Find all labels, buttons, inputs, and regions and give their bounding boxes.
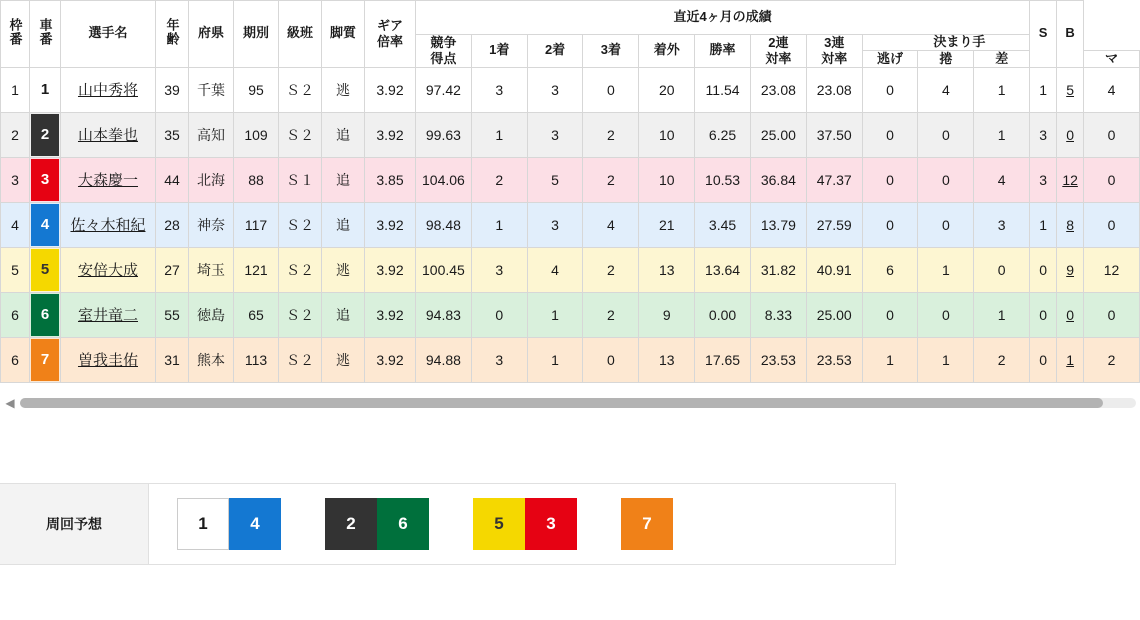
table-row xyxy=(1,337,1140,382)
cell-3chaku: 2 xyxy=(583,292,639,337)
col-chakugai: 着外 xyxy=(639,35,695,68)
scroll-left-arrow-icon[interactable]: ◀ xyxy=(5,395,15,410)
cell-makuri: 1 xyxy=(918,337,974,382)
cell-1chaku: 1 xyxy=(471,112,527,157)
cell-3chaku: 0 xyxy=(583,67,639,112)
cell-3ren: 40.91 xyxy=(806,247,862,292)
cell-shoritsu: 17.65 xyxy=(695,337,751,382)
table-row xyxy=(1,292,1140,337)
col-3ren: 3連 対率 xyxy=(806,35,862,68)
cell-3chaku: 2 xyxy=(583,247,639,292)
cell-ki: 117 xyxy=(234,202,279,247)
cell-shoritsu: 11.54 xyxy=(695,67,751,112)
cell-sha xyxy=(30,112,61,157)
cell-nige: 0 xyxy=(862,67,918,112)
cell-3chaku: 4 xyxy=(583,202,639,247)
cell-kyaku: 追 xyxy=(322,202,365,247)
cell-nige: 0 xyxy=(862,292,918,337)
cell-rider-name xyxy=(61,157,156,202)
rider-number-badge: 5 xyxy=(31,249,59,291)
cell-pref: 高知 xyxy=(189,112,234,157)
cell-kyu: Ｓ１ xyxy=(279,157,322,202)
scrollbar-track[interactable] xyxy=(20,398,1136,408)
cell-3chaku: 2 xyxy=(583,112,639,157)
cell-2ren: 23.53 xyxy=(750,337,806,382)
cell-age: 55 xyxy=(156,292,189,337)
table-body xyxy=(1,67,1140,382)
cell-s xyxy=(1057,67,1084,112)
cell-3chaku: 0 xyxy=(583,337,639,382)
cell-makuri: 0 xyxy=(918,112,974,157)
cell-gear: 3.85 xyxy=(365,157,416,202)
cell-ki: 121 xyxy=(234,247,279,292)
cell-waku: 4 xyxy=(1,202,30,247)
cell-rider-name xyxy=(61,247,156,292)
s-value: 0 xyxy=(1066,126,1074,143)
cell-pref: 千葉 xyxy=(189,67,234,112)
cell-waku: 2 xyxy=(1,112,30,157)
table-row xyxy=(1,202,1140,247)
cell-s xyxy=(1057,112,1084,157)
cell-gear: 3.92 xyxy=(365,202,416,247)
prediction-group xyxy=(473,498,577,550)
col-sashi: 差 xyxy=(974,51,1030,67)
cell-kyaku: 逃 xyxy=(322,247,365,292)
cell-1chaku: 2 xyxy=(471,157,527,202)
cell-pref: 北海 xyxy=(189,157,234,202)
cell-2ren: 31.82 xyxy=(750,247,806,292)
cell-sashi: 0 xyxy=(974,247,1030,292)
cell-sha xyxy=(30,292,61,337)
table-row xyxy=(1,247,1140,292)
s-value: 12 xyxy=(1062,171,1078,188)
cell-2chaku: 4 xyxy=(527,247,583,292)
s-value: 8 xyxy=(1066,216,1074,233)
col-waku: 枠番 xyxy=(1,1,30,68)
cell-2chaku: 3 xyxy=(527,112,583,157)
cell-kyu: Ｓ２ xyxy=(279,337,322,382)
prediction-rider-box: 6 xyxy=(377,498,429,550)
cell-2ren: 13.79 xyxy=(750,202,806,247)
cell-shoritsu: 6.25 xyxy=(695,112,751,157)
col-1chaku: 1着 xyxy=(471,35,527,68)
cell-kyaku: 追 xyxy=(322,292,365,337)
table-header xyxy=(1,1,1140,68)
prediction-rider-box: 7 xyxy=(621,498,673,550)
cell-sha xyxy=(30,202,61,247)
cell-2chaku: 3 xyxy=(527,202,583,247)
rider-name-link[interactable]: 佐々木和紀 xyxy=(70,217,146,235)
cell-2ren: 25.00 xyxy=(750,112,806,157)
rider-name-link[interactable]: 山中秀将 xyxy=(77,82,138,100)
cell-pref: 埼玉 xyxy=(189,247,234,292)
cell-waku: 5 xyxy=(1,247,30,292)
cell-sha xyxy=(30,247,61,292)
cell-kyu: Ｓ２ xyxy=(279,202,322,247)
rider-number-badge: 7 xyxy=(31,339,59,381)
cell-tokuten: 94.83 xyxy=(416,292,472,337)
cell-mark: 0 xyxy=(1030,337,1057,382)
cell-3ren: 25.00 xyxy=(806,292,862,337)
col-2chaku: 2着 xyxy=(527,35,583,68)
cell-makuri: 0 xyxy=(918,292,974,337)
cell-age: 39 xyxy=(156,67,189,112)
rider-number-badge: 2 xyxy=(31,114,59,156)
cell-2ren: 8.33 xyxy=(750,292,806,337)
cell-mark: 3 xyxy=(1030,112,1057,157)
cell-tokuten: 100.45 xyxy=(416,247,472,292)
cell-3ren: 23.08 xyxy=(806,67,862,112)
cell-2ren: 23.08 xyxy=(750,67,806,112)
cell-sashi: 2 xyxy=(974,337,1030,382)
cell-ki: 65 xyxy=(234,292,279,337)
col-b: B xyxy=(1057,1,1084,68)
s-value: 1 xyxy=(1066,351,1074,368)
cell-ki: 113 xyxy=(234,337,279,382)
s-value: 9 xyxy=(1066,261,1074,278)
cell-kyu: Ｓ２ xyxy=(279,247,322,292)
cell-sashi: 1 xyxy=(974,67,1030,112)
cell-mark: 0 xyxy=(1030,247,1057,292)
header-row-group xyxy=(1,1,1140,35)
col-name: 選手名 xyxy=(61,1,156,68)
cell-makuri: 4 xyxy=(918,67,974,112)
cell-makuri: 1 xyxy=(918,247,974,292)
cell-sha xyxy=(30,67,61,112)
rider-name-link[interactable]: 大森慶一 xyxy=(77,172,138,190)
cell-sashi: 3 xyxy=(974,202,1030,247)
prediction-rider-box: 2 xyxy=(325,498,377,550)
col-makuri: 捲 xyxy=(918,51,974,67)
col-group-kimarite: 決まり手 xyxy=(862,35,1056,51)
cell-s xyxy=(1057,157,1084,202)
col-nige: 逃げ xyxy=(862,51,918,67)
cell-gear: 3.92 xyxy=(365,337,416,382)
cell-sha xyxy=(30,337,61,382)
cell-nige: 0 xyxy=(862,157,918,202)
cell-b: 0 xyxy=(1084,157,1140,202)
prediction-rider-box: 5 xyxy=(473,498,525,550)
cell-kyaku: 逃 xyxy=(322,337,365,382)
cell-chakugai: 13 xyxy=(639,337,695,382)
cell-nige: 1 xyxy=(862,337,918,382)
cell-gear: 3.92 xyxy=(365,67,416,112)
rider-number-badge: 6 xyxy=(31,294,59,336)
cell-gear: 3.92 xyxy=(365,292,416,337)
cell-sashi: 4 xyxy=(974,157,1030,202)
cell-waku: 3 xyxy=(1,157,30,202)
cell-b: 4 xyxy=(1084,67,1140,112)
cell-chakugai: 21 xyxy=(639,202,695,247)
cell-tokuten: 94.88 xyxy=(416,337,472,382)
cell-nige: 0 xyxy=(862,202,918,247)
col-age: 年齢 xyxy=(156,1,189,68)
cell-1chaku: 3 xyxy=(471,247,527,292)
prediction-group xyxy=(621,498,673,550)
cell-s xyxy=(1057,247,1084,292)
cell-sashi: 1 xyxy=(974,112,1030,157)
cell-mark: 1 xyxy=(1030,202,1057,247)
cell-chakugai: 10 xyxy=(639,157,695,202)
cell-b: 0 xyxy=(1084,202,1140,247)
cell-kyaku: 追 xyxy=(322,157,365,202)
cell-chakugai: 20 xyxy=(639,67,695,112)
col-sha: 車番 xyxy=(30,1,61,68)
col-shoritsu: 勝率 xyxy=(695,35,751,68)
col-group-recent-results: 直近4ヶ月の成績 xyxy=(416,1,1030,35)
col-ki: 期別 xyxy=(234,1,279,68)
cell-age: 28 xyxy=(156,202,189,247)
cell-mark: 3 xyxy=(1030,157,1057,202)
cell-2ren: 36.84 xyxy=(750,157,806,202)
cell-b: 12 xyxy=(1084,247,1140,292)
col-mark: マ xyxy=(1084,51,1140,67)
cell-waku: 6 xyxy=(1,337,30,382)
cell-kyu: Ｓ２ xyxy=(279,112,322,157)
cell-s xyxy=(1057,202,1084,247)
cell-2chaku: 3 xyxy=(527,67,583,112)
cell-waku: 1 xyxy=(1,67,30,112)
cell-tokuten: 97.42 xyxy=(416,67,472,112)
cell-age: 27 xyxy=(156,247,189,292)
cell-s xyxy=(1057,337,1084,382)
col-pref: 府県 xyxy=(189,1,234,68)
cell-rider-name xyxy=(61,292,156,337)
cell-chakugai: 10 xyxy=(639,112,695,157)
cell-1chaku: 0 xyxy=(471,292,527,337)
cell-2chaku: 1 xyxy=(527,292,583,337)
cell-kyu: Ｓ２ xyxy=(279,292,322,337)
cell-b: 0 xyxy=(1084,292,1140,337)
cell-3ren: 37.50 xyxy=(806,112,862,157)
cell-ki: 109 xyxy=(234,112,279,157)
cell-age: 44 xyxy=(156,157,189,202)
prediction-rider-box: 4 xyxy=(229,498,281,550)
col-kyaku: 脚質 xyxy=(322,1,365,68)
lap-prediction-lineup xyxy=(149,484,895,564)
cell-age: 31 xyxy=(156,337,189,382)
cell-ki: 95 xyxy=(234,67,279,112)
cell-1chaku: 3 xyxy=(471,337,527,382)
rider-number-badge: 4 xyxy=(31,204,59,246)
cell-age: 35 xyxy=(156,112,189,157)
rider-name-link[interactable]: 山本拳也 xyxy=(77,127,138,145)
cell-shoritsu: 10.53 xyxy=(695,157,751,202)
cell-tokuten: 104.06 xyxy=(416,157,472,202)
cell-3ren: 27.59 xyxy=(806,202,862,247)
cell-1chaku: 1 xyxy=(471,202,527,247)
cell-mark: 0 xyxy=(1030,292,1057,337)
col-kyu: 級班 xyxy=(279,1,322,68)
prediction-rider-box: 1 xyxy=(177,498,229,550)
cell-shoritsu: 3.45 xyxy=(695,202,751,247)
table-row xyxy=(1,112,1140,157)
cell-chakugai: 9 xyxy=(639,292,695,337)
cell-1chaku: 3 xyxy=(471,67,527,112)
cell-tokuten: 98.48 xyxy=(416,202,472,247)
cell-2chaku: 1 xyxy=(527,337,583,382)
cell-nige: 0 xyxy=(862,112,918,157)
cell-makuri: 0 xyxy=(918,202,974,247)
cell-pref: 徳島 xyxy=(189,292,234,337)
col-3chaku: 3着 xyxy=(583,35,639,68)
col-s: S xyxy=(1030,1,1057,68)
prediction-rider-box: 3 xyxy=(525,498,577,550)
cell-s xyxy=(1057,292,1084,337)
rider-name-link[interactable]: 曽我圭佑 xyxy=(77,352,138,370)
col-2ren: 2連 対率 xyxy=(750,35,806,68)
cell-waku: 6 xyxy=(1,292,30,337)
cell-ki: 88 xyxy=(234,157,279,202)
cell-kyaku: 逃 xyxy=(322,67,365,112)
lap-prediction-label: 周回予想 xyxy=(0,484,149,564)
cell-pref: 熊本 xyxy=(189,337,234,382)
cell-nige: 6 xyxy=(862,247,918,292)
rider-number-badge: 1 xyxy=(31,69,59,111)
cell-shoritsu: 13.64 xyxy=(695,247,751,292)
col-tokuten: 競争 得点 xyxy=(416,35,472,68)
cell-b: 2 xyxy=(1084,337,1140,382)
cell-rider-name xyxy=(61,112,156,157)
cell-2chaku: 5 xyxy=(527,157,583,202)
table-row xyxy=(1,67,1140,112)
cell-mark: 1 xyxy=(1030,67,1057,112)
cell-kyu: Ｓ２ xyxy=(279,67,322,112)
col-gear: ギア 倍率 xyxy=(365,1,416,68)
cell-kyaku: 追 xyxy=(322,112,365,157)
cell-b: 0 xyxy=(1084,112,1140,157)
table-row xyxy=(1,157,1140,202)
cell-3chaku: 2 xyxy=(583,157,639,202)
cell-rider-name xyxy=(61,67,156,112)
s-value: 5 xyxy=(1066,81,1074,98)
cell-tokuten: 99.63 xyxy=(416,112,472,157)
cell-sashi: 1 xyxy=(974,292,1030,337)
cell-sha xyxy=(30,157,61,202)
scrollbar-thumb[interactable] xyxy=(20,398,1103,408)
cell-3ren: 23.53 xyxy=(806,337,862,382)
rider-name-link[interactable]: 室井竜二 xyxy=(77,307,138,325)
cell-3ren: 47.37 xyxy=(806,157,862,202)
cell-rider-name xyxy=(61,337,156,382)
horizontal-scrollbar[interactable] xyxy=(0,383,1140,415)
cell-gear: 3.92 xyxy=(365,112,416,157)
cell-rider-name xyxy=(61,202,156,247)
prediction-group xyxy=(177,498,281,550)
s-value: 0 xyxy=(1066,306,1074,323)
cell-gear: 3.92 xyxy=(365,247,416,292)
rider-name-link[interactable]: 安倍大成 xyxy=(77,262,138,280)
cell-shoritsu: 0.00 xyxy=(695,292,751,337)
lap-prediction-panel xyxy=(0,483,896,565)
prediction-group xyxy=(325,498,429,550)
cell-pref: 神奈 xyxy=(189,202,234,247)
rider-number-badge: 3 xyxy=(31,159,59,201)
cell-makuri: 0 xyxy=(918,157,974,202)
cell-chakugai: 13 xyxy=(639,247,695,292)
